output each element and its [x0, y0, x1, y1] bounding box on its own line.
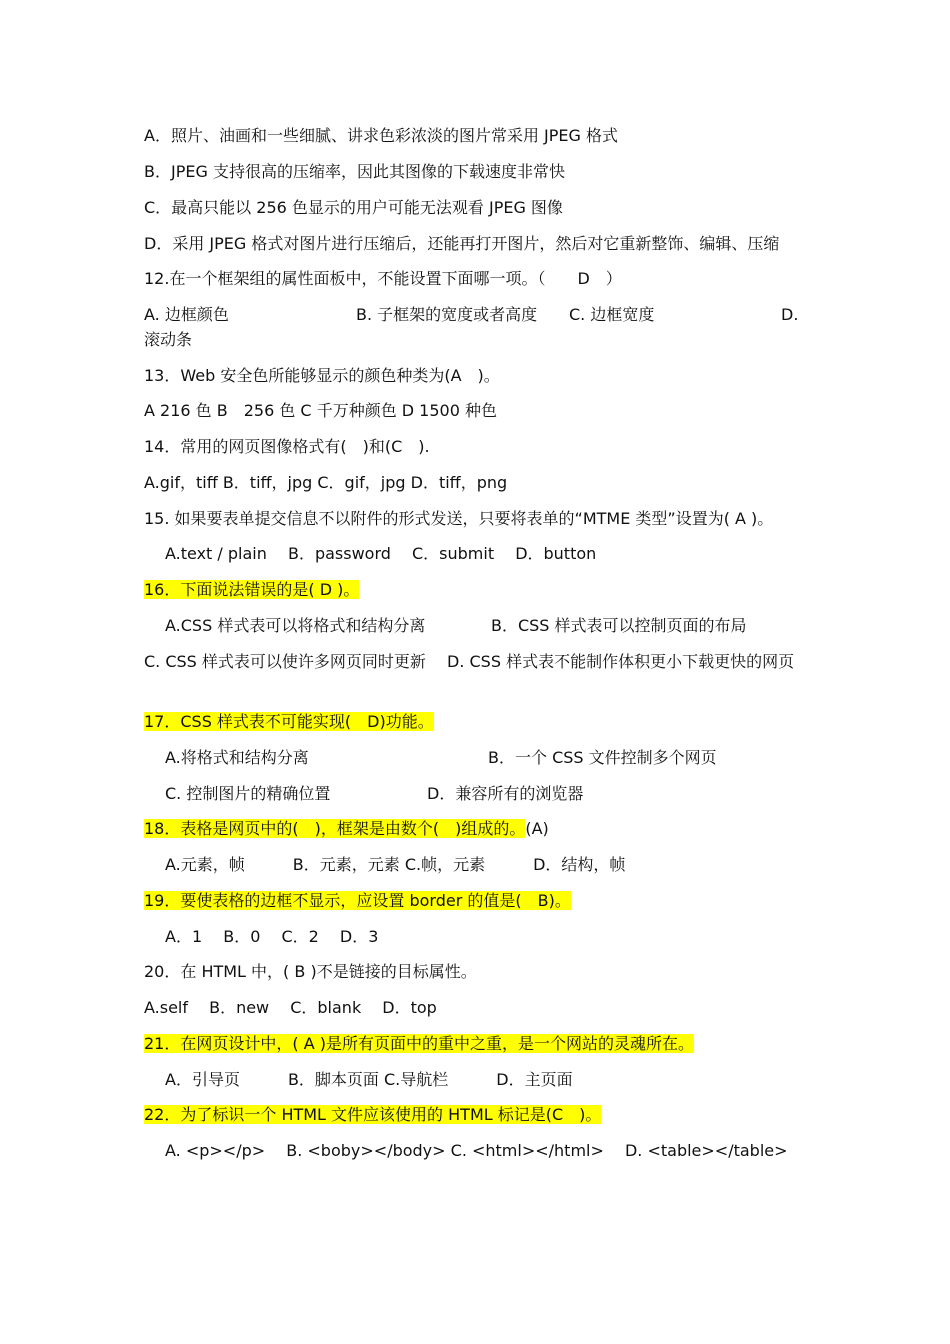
option-c: C. 边框宽度 [569, 305, 655, 324]
option-d: D．兼容所有的浏览器 [427, 784, 584, 803]
highlighted-question: 16．下面说法错误的是( D )。 [144, 580, 360, 599]
option-b: B．一个 CSS 文件控制多个网页 [488, 748, 717, 767]
option-b-q11: B．JPEG 支持很高的压缩率，因此其图像的下载速度非常快 [144, 162, 565, 181]
question-15: 15. 如果要表单提交信息不以附件的形式发送，只要将表单的“MTME 类型”设置为( A )。 [144, 509, 774, 528]
options-q17-ab [165, 745, 830, 770]
options-q17-cd [165, 781, 830, 806]
options-q22: A. <p></p> B. <boby></body> C. <html></html> D. <table></table> [165, 1141, 788, 1160]
options-q16-cd: C. CSS 样式表可以使许多网页同时更新 D. CSS 样式表不能制作体积更小下载更快的网页 [144, 652, 795, 671]
highlighted-question: 18．表格是网页中的( )，框架是由数个( )组成的。 [144, 819, 526, 838]
options-q18: A.元素，帧 B．元素，元素 C.帧，元素 D．结构，帧 [165, 855, 626, 874]
options-q13: A 216 色 B 256 色 C 千万种颜色 D 1500 种色 [144, 401, 497, 420]
option-c: C. 控制图片的精确位置 [165, 784, 331, 803]
option-b: B．CSS 样式表可以控制页面的布局 [491, 616, 747, 635]
options-q15: A.text / plain B．password C．submit D．button [165, 544, 597, 563]
options-q14: A.gif，tiff B．tiff，jpg C．gif，jpg D．tiff，png [144, 473, 508, 492]
question-13: 13．Web 安全色所能够显示的颜色种类为(A )。 [144, 366, 500, 385]
question-20: 20．在 HTML 中，( B )不是链接的目标属性。 [144, 962, 477, 981]
option-a-q11: A．照片、油画和一些细腻、讲求色彩浓淡的图片常采用 JPEG 格式 [144, 126, 618, 145]
highlighted-question: 17．CSS 样式表不可能实现( D)功能。 [144, 712, 434, 731]
options-q12 [144, 302, 809, 327]
options-q20: A.self B．new C．blank D．top [144, 998, 437, 1017]
highlighted-question: 22．为了标识一个 HTML 文件应该使用的 HTML 标记是(C )。 [144, 1105, 602, 1124]
question-16 [144, 577, 809, 602]
option-b: B. 子框架的宽度或者高度 [356, 305, 538, 324]
options-q21: A．引导页 B．脚本页面 C.导航栏 D．主页面 [165, 1070, 573, 1089]
option-d-q11: D．采用 JPEG 格式对图片进行压缩后，还能再打开图片，然后对它重新整饰、编辑、压缩 [144, 234, 780, 253]
question-21 [144, 1031, 809, 1056]
highlighted-question: 21．在网页设计中，( A )是所有页面中的重中之重，是一个网站的灵魂所在。 [144, 1034, 694, 1053]
option-d-continued: 滚动条 [144, 330, 193, 349]
answer: (A) [525, 819, 549, 838]
highlighted-question: 19．要使表格的边框不显示，应设置 border 的值是( B)。 [144, 891, 571, 910]
question-17 [144, 709, 809, 734]
option-a: A. 边框颜色 [144, 305, 229, 324]
option-d: D. [781, 305, 799, 324]
question-22 [144, 1102, 809, 1127]
question-14: 14．常用的网页图像格式有( )和(C ). [144, 437, 430, 456]
options-q19: A．1 B．0 C．2 D．3 [165, 927, 379, 946]
options-q16-ab [165, 613, 830, 638]
option-c-q11: C．最高只能以 256 色显示的用户可能无法观看 JPEG 图像 [144, 198, 563, 217]
option-a: A.CSS 样式表可以将格式和结构分离 [165, 616, 426, 635]
option-a: A.将格式和结构分离 [165, 748, 309, 767]
question-18 [144, 816, 809, 841]
question-12: 12.在一个框架组的属性面板中，不能设置下面哪一项。（ D ） [144, 269, 622, 288]
question-19 [144, 888, 809, 913]
